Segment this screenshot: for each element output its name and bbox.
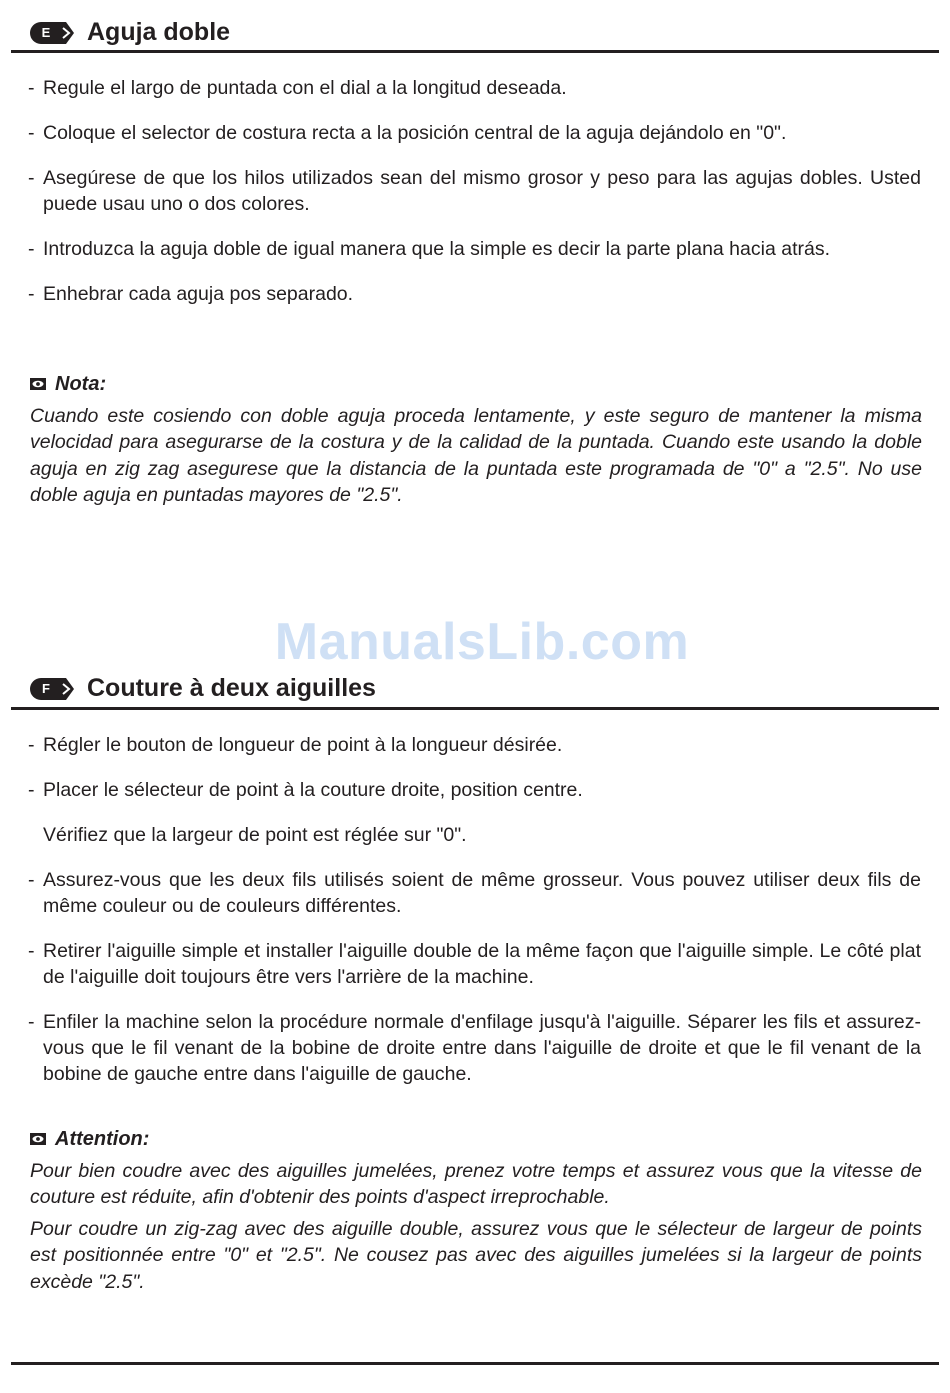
section-header xyxy=(0,656,950,710)
note-text xyxy=(30,403,922,514)
list-item: - Retirer l'aiguille simple et installer l'aiguille double de la même façon que l'aiguille simple. Le côté plat de l'aiguille doit toujours être vers l'arrière de la machine. xyxy=(28,940,921,988)
note-paragraph: Pour bien coudre avec des aiguilles jumelées, prenez votre temps et assurez vous que la vitesse de couture est réduite, afin d'obtenir des points d'aspect irreprochable. xyxy=(30,1160,922,1209)
list-item: - Régler le bouton de longueur de point à la longueur désirée. xyxy=(28,734,563,756)
note-heading xyxy=(30,372,106,396)
section-french xyxy=(0,656,950,1293)
list-item: - Assurez-vous que les deux fils utilisés soient de même grosseur. Vous pouvez utiliser deux fils de même couleur ou de couleurs différentes. xyxy=(28,869,921,917)
language-letter: F xyxy=(42,681,50,696)
header-divider xyxy=(11,707,939,710)
section-title: Aguja doble xyxy=(87,18,231,46)
list-item: Vérifiez que la largeur de point est réglée sur "0". xyxy=(43,824,467,846)
watermark-text: ManualsLib.com xyxy=(274,613,690,671)
language-badge xyxy=(30,678,74,700)
note-eye-icon xyxy=(30,378,46,390)
instruction-list xyxy=(28,75,921,326)
list-item: - Placer le sélecteur de point à la couture droite, position centre. xyxy=(28,779,583,801)
note-paragraph: Cuando este cosiendo con doble aguja proceda lentamente, y este seguro de mantener la misma velocidad para asegurarse de la costura y de la calidad de la puntada. Cuando este usando la doble aguja en zig zag asegurese que la distancia de la puntada este programada de "0" a "2.5". No use doble aguja en puntadas mayores de "2.5". xyxy=(30,405,922,507)
note-paragraph: Pour coudre un zig-zag avec des aiguille double, assurez vous que le sélecteur de largeur de points est positionnée entre "0" et "2.5". Ne cousez pas avec des aiguilles jumelées si la largeur de points excède "2.5". xyxy=(30,1217,922,1293)
list-item: - Introduzca la aguja doble de igual manera que la simple es decir la parte plana hacia atrás. xyxy=(28,238,830,260)
list-item: - Enhebrar cada aguja pos separado. xyxy=(28,283,354,305)
language-letter: E xyxy=(41,25,51,40)
note-text xyxy=(30,1158,922,1300)
list-item: - Asegúrese de que los hilos utilizados sean del mismo grosor y peso para las agujas dobles. Usted puede usau uno o dos colores. xyxy=(28,167,921,215)
note-label: Attention: xyxy=(55,1128,150,1150)
section-title: Couture à deux aiguilles xyxy=(87,674,376,702)
list-item: - Coloque el selector de costura recta a la posición central de la aguja dejándolo en "0". xyxy=(28,122,787,144)
list-item: - Enfiler la machine selon la procédure normale d'enfilage jusqu'à l'aiguille. Séparer les fils et assurez-vous que le fil venant de la bobine de droite entre dans l'aiguille de droite et que le fil venant de la bobine de gauche entre dans l'aiguille de gauche. xyxy=(28,1011,921,1085)
note-eye-icon xyxy=(30,1133,46,1145)
section-header xyxy=(0,0,950,54)
footer-divider xyxy=(11,1362,939,1365)
header-divider xyxy=(11,50,939,53)
note-heading xyxy=(30,1127,149,1151)
section-spanish xyxy=(0,0,950,507)
list-item: - Regule el largo de puntada con el dial a la longitud deseada. xyxy=(28,77,567,99)
instruction-list xyxy=(28,732,921,1106)
language-badge xyxy=(30,22,74,44)
note-label: Nota: xyxy=(55,373,107,395)
